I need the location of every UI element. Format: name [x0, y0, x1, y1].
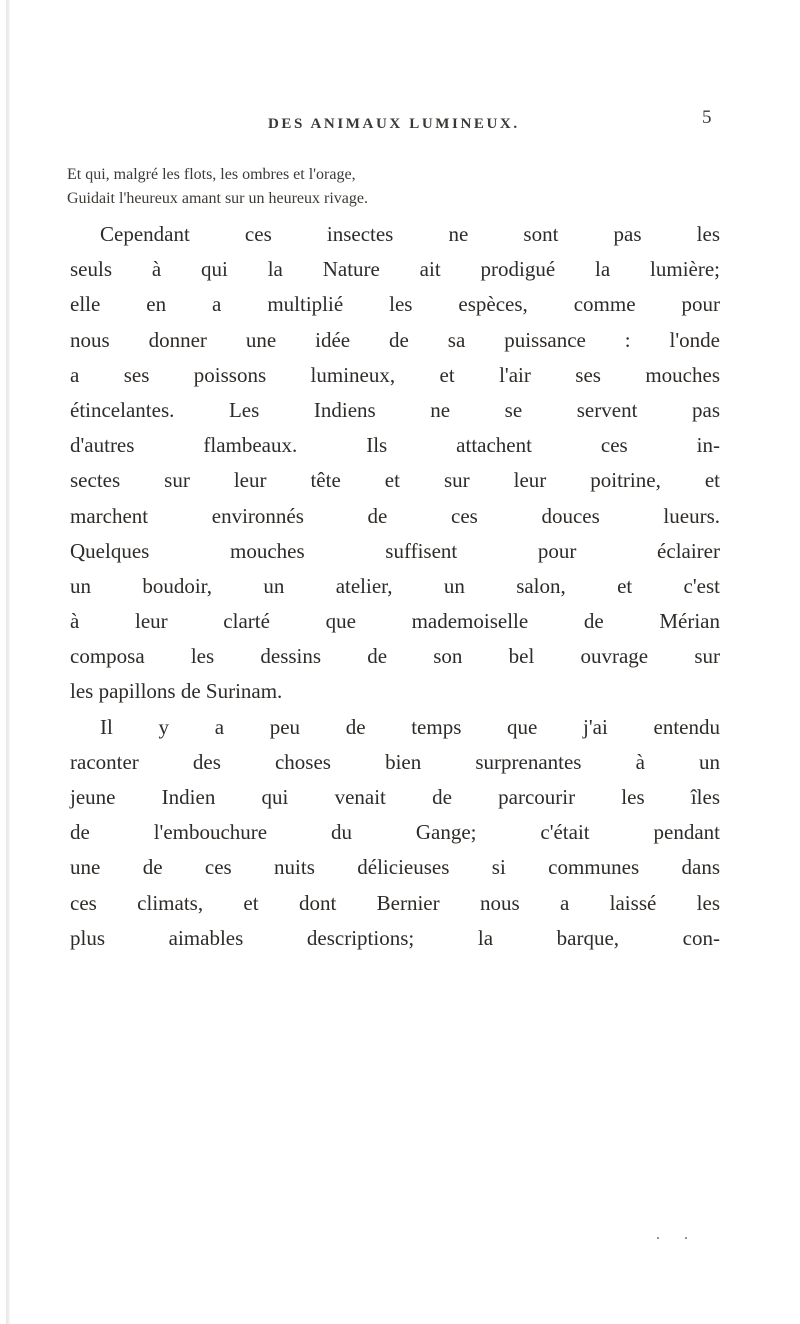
epigraph-verse	[67, 163, 767, 211]
epigraph-line: Guidait l'heureux amant sur un heureux rivage.	[67, 190, 369, 207]
text-line: de l'embouchure du Gange; c'était pendant	[70, 820, 720, 845]
text-line: une de ces nuits délicieuses si communes dans	[70, 855, 720, 880]
text-line: étincelantes. Les Indiens ne se servent pas	[70, 397, 720, 422]
signature-mark: . .	[656, 1226, 698, 1243]
text-line: Cependant ces insectes ne sont pas les	[100, 222, 720, 246]
text-line: à leur clarté que mademoiselle de Mérian	[70, 609, 720, 634]
text-line: a ses poissons lumineux, et l'air ses mouches	[70, 362, 720, 387]
text-line: nous donner une idée de sa puissance : l'onde	[70, 327, 720, 352]
text-line: d'autres flambeaux. Ils attachent ces in-	[70, 433, 720, 458]
text-line: seuls à qui la Nature ait prodigué la lumière;	[70, 257, 720, 282]
text-line: Il y a peu de temps que j'ai entendu	[100, 714, 720, 739]
text-line: un boudoir, un atelier, un salon, et c'est	[70, 573, 720, 598]
running-title: DES ANIMAUX LUMINEUX.	[268, 116, 520, 132]
epigraph-line: Et qui, malgré les flots, les ombres et l'orage,	[67, 166, 356, 183]
text-line: marchent environnés de ces douces lueurs.	[70, 503, 720, 528]
page-number: 5	[702, 107, 712, 128]
text-line: raconter des choses bien surprenantes à un	[70, 749, 720, 774]
running-head	[0, 107, 800, 140]
text-line: plus aimables descriptions; la barque, con-	[70, 925, 720, 950]
text-line: ces climats, et dont Bernier nous a laissé les	[70, 890, 720, 915]
body-text	[70, 217, 720, 956]
text-line: elle en a multiplié les espèces, comme pour	[70, 292, 720, 317]
text-line: sectes sur leur tête et sur leur poitrine, et	[70, 468, 720, 493]
page-binding-edge	[6, 0, 10, 1324]
text-line: jeune Indien qui venait de parcourir les îles	[70, 785, 720, 809]
text-line: les papillons de Surinam.	[70, 679, 283, 704]
text-line: Quelques mouches suffisent pour éclairer	[70, 538, 720, 563]
text-line: composa les dessins de son bel ouvrage sur	[70, 644, 720, 669]
